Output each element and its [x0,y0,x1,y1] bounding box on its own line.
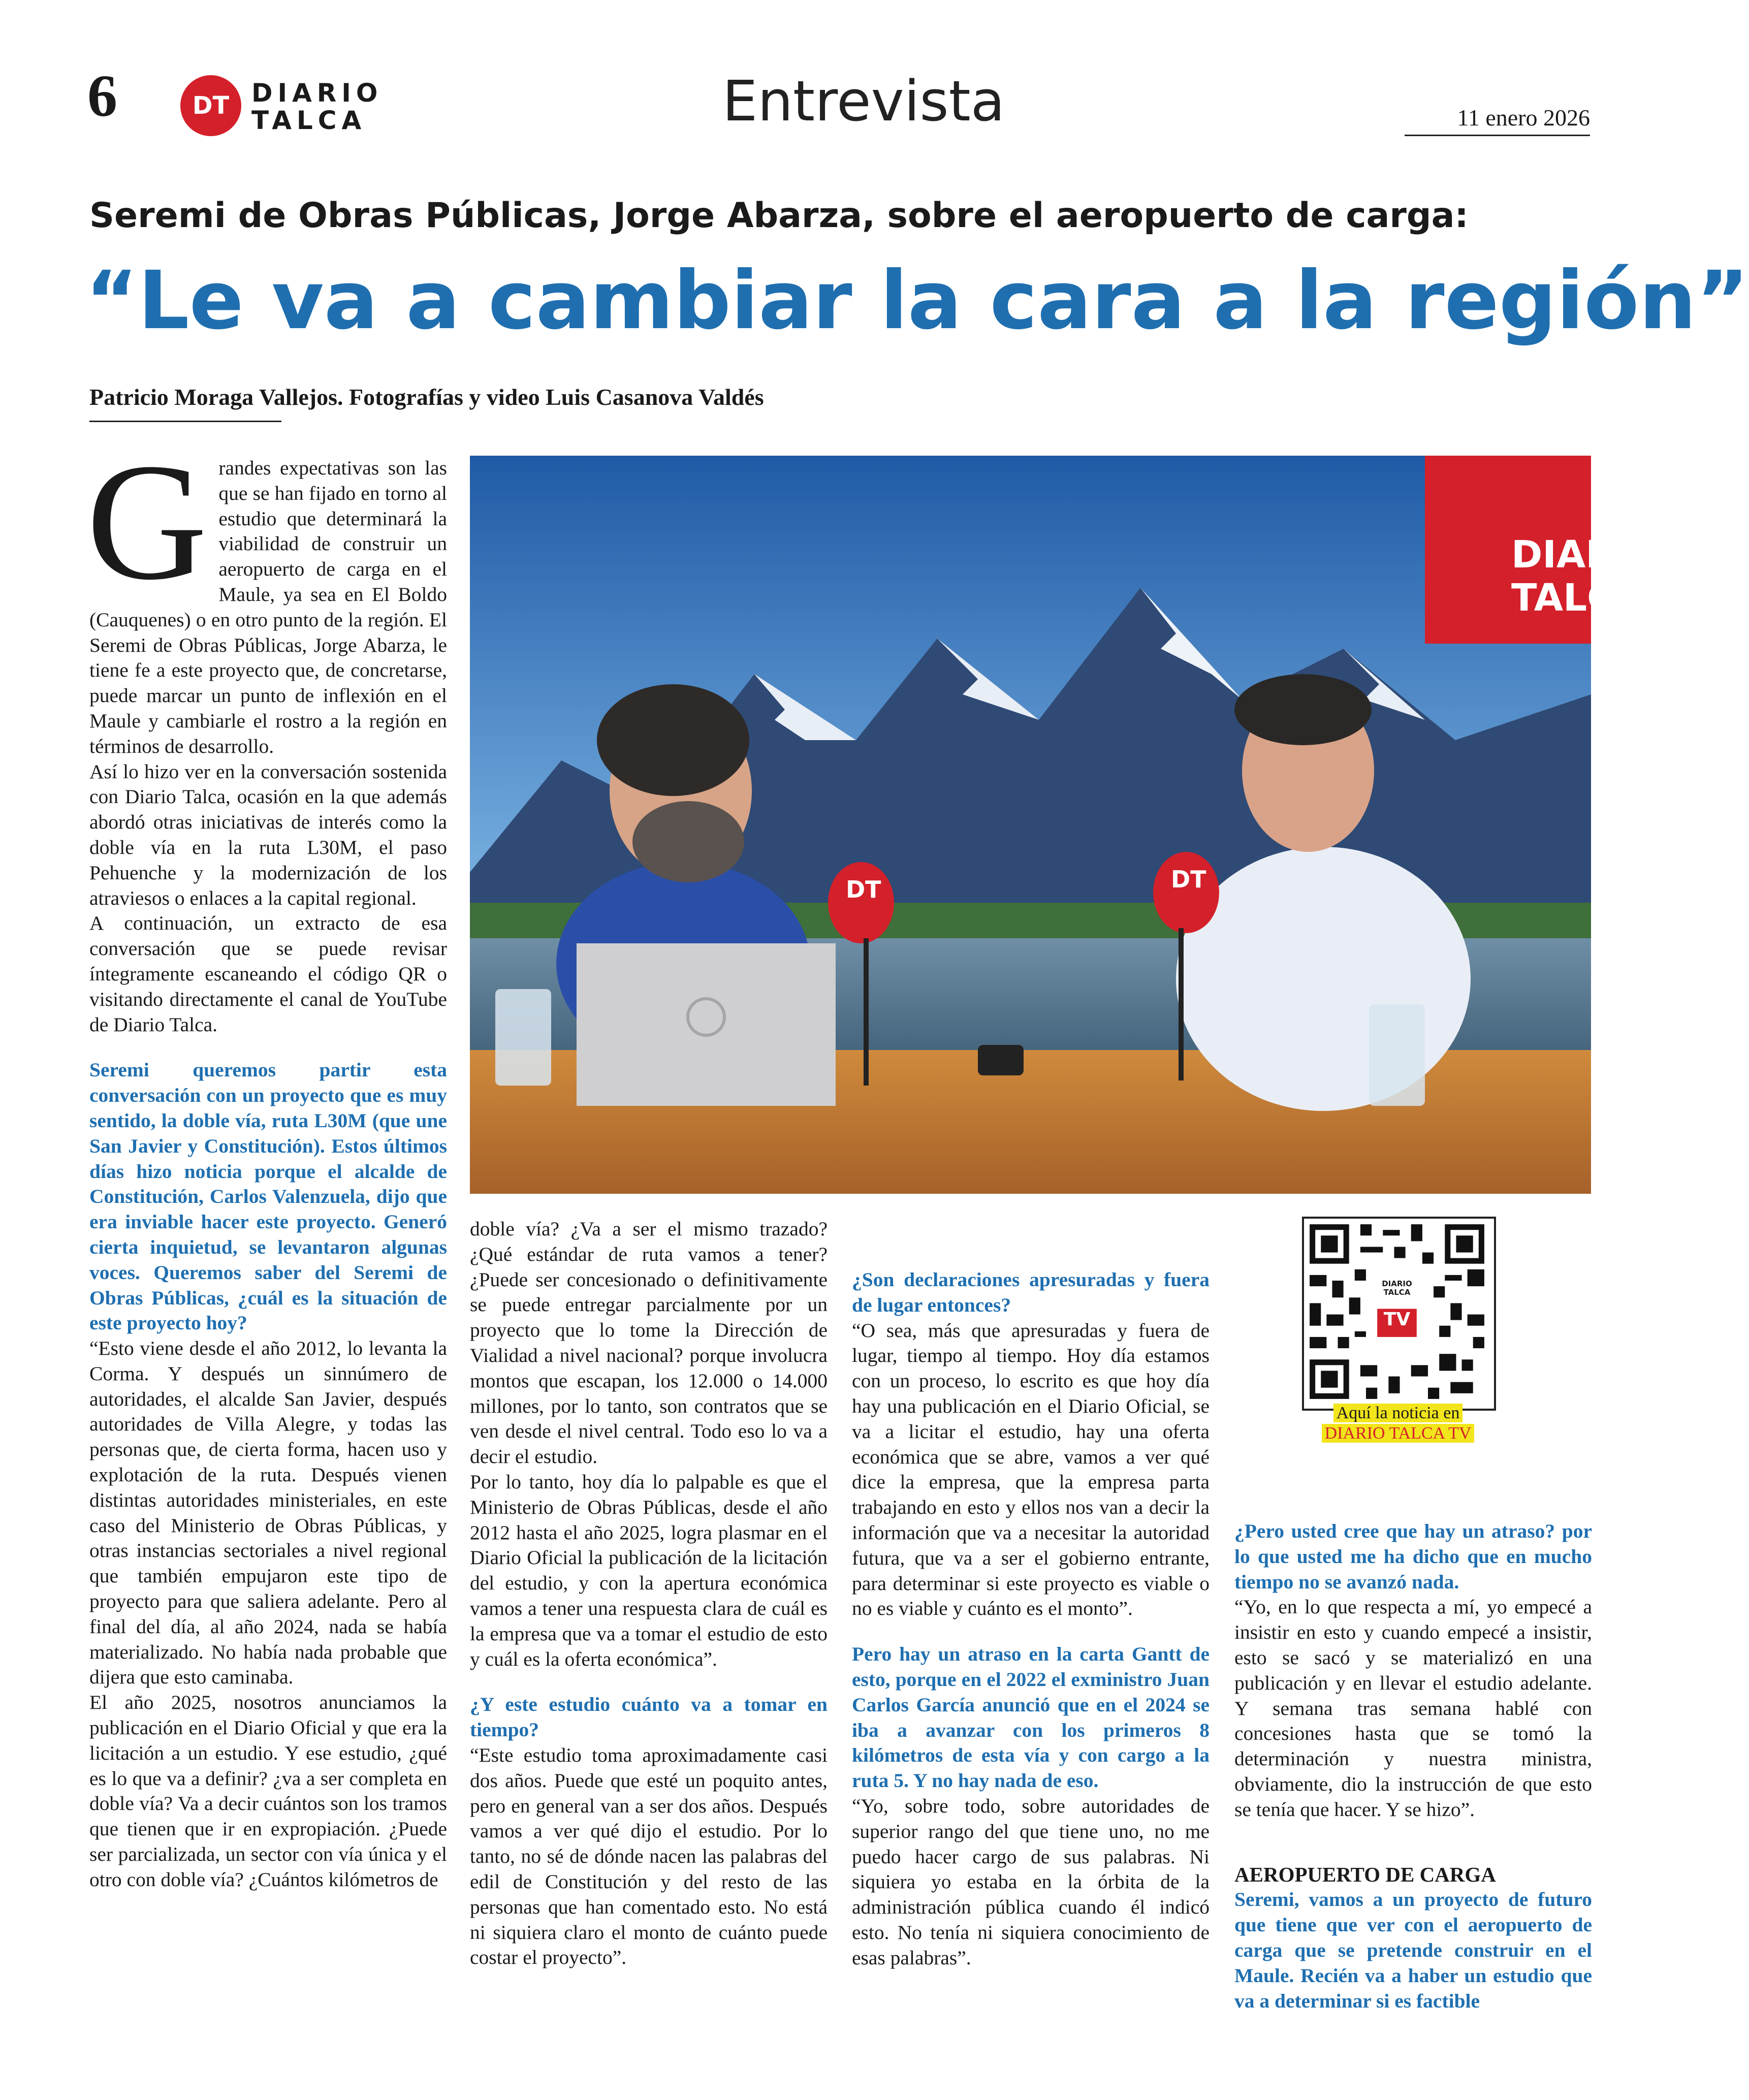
qr-tv-badge: TV [1383,1309,1411,1330]
column-1 [86,429,447,1893]
question-4: Pero hay un atraso en la carta Gantt de esto, porque en el 2022 el exministro Juan Carlos García anunció que en el 2024 se iba a avanzar con los primeros 8 kilómetros de esta vía y con cargo a la ruta 5. Y no hay nada de eso. [852,1643,1210,1792]
mic-left-label: DT [846,876,881,903]
diario-talca-logo [180,75,384,141]
question-6: Seremi, vamos a un proyecto de futuro que tiene que ver con el aeropuerto de carga que se pretende construir en el Maule. Recién va a haber un estudio que va a determinar si es factible [1234,1888,1592,2012]
article-headline: “Le va a cambiar la cara a la región” [85,254,1749,347]
answer-3: “O sea, más que apresuradas y fuera de lugar, tiempo al tiempo. Hoy día estamos con un proceso, lo escrito es que hoy día hay una publicación en el Diario Oficial, se va a licitar el estudio, hay una oferta económica que se abre, vamos a ver qué dice la empresa, que la empresa parta trabajando en esto y ellos nos van a decir la información que va a necesitar la autoridad futura, que va a ser el gobierno entrante, para determinar si este proyecto es viable o no es viable y cuánto es el monto”. [852,1319,1210,1620]
page-number: 6 [87,62,117,129]
intro-paragraph-1: Grandes expectativas son las que se han fijado en torno al estudio que determinará la viabilidad de construir un aeropuerto de carga en el Maule, ya sea en El Boldo (Cauquenes) o en otro punto de la región. El Seremi de Obras Públicas, Jorge Abarza, le tiene fe a este proyecto que, de concretarse, puede marcar un punto de inflexión en el Maule y cambiarle el rostro a la región en términos de desarrollo. [86,429,447,757]
logo-monogram-icon: DT [180,75,241,136]
qr-center-line-1: DIARIO [1382,1279,1412,1288]
qr-caption-line-2: DIARIO TALCA TV [1322,1424,1475,1443]
logo-line-2: TALCA [251,106,367,135]
interview-photo [470,456,1661,1194]
column-3 [852,1217,1210,1971]
question-2: ¿Y este estudio cuánto va a tomar en tiempo? [470,1693,828,1741]
logo-line-1: DIARIO [251,78,383,108]
question-5: ¿Pero usted cree que hay un atraso? por lo que usted me ha dicho que en mucho tiempo no se avanzó nada. [1234,1520,1592,1593]
answer-1-paragraph-4: Por lo tanto, hoy día lo palpable es que el Ministerio de Obras Públicas, desde el año 2012 hasta el año 2025, logra plasmar en el Diario Oficial la publicación de la licitación del estudio, y con la apertura económica vamos a tener una respuesta clara de cuál es la empresa que va a tomar el estudio de esto y cuál es la oferta económica”. [470,1470,828,1670]
column-2 [470,1217,828,1970]
qr-caption [1301,1403,1494,1444]
column-4 [1234,1519,1592,2014]
question-1: Seremi queremos partir esta conversación con un proyecto que es muy sentido, la doble vía, ruta L30M (que une San Javier y Constitución). Estos últimos días hizo noticia porque el alcalde de Constitución, Carlos Valenzuela, dijo que era inviable hacer este proyecto. Generó cierta inquietud, se levantaron algunas voces. Queremos saber del Seremi de Obras Públicas, ¿cuál es la situación de este proyecto hoy? [89,1059,447,1334]
answer-2: “Este estudio toma aproximadamente casi dos años. Puede que esté un poquito antes, pero en general van a ser dos años. Después vamos a ver qué dijo el estudio. Por lo tanto, no sé de dónde nacen las palabras del edil de Constitución y del resto de las personas que han comentado esto. No está ni siquiera claro el monto de cuánto puede costar el proyecto”. [470,1743,828,1969]
answer-1-paragraph-3: doble vía? ¿Va a ser el mismo trazado? ¿Qué estándar de ruta vamos a tener? ¿Puede ser concesionado o definitivamente se puede entregar parcialmente por un proyecto que lo tome la Dirección de Vialidad a nivel nacional? porque involucra montos que escapan, los 12.000 o 14.000 millones, por lo tanto, son contratos que se ven desde el nivel central. Todo eso lo va a decir el estudio. [470,1218,828,1468]
intro-paragraph-2: Así lo hizo ver en la conversación sostenida con Diario Talca, ocasión en la que además abordó otras iniciativas de interés como la doble vía en la ruta L30M, el paso Pehuenche y la modernización de los atraviesos o enlaces a la capital regional. [89,760,447,909]
qr-caption-line-1: Aquí la noticia en [1333,1404,1463,1422]
backdrop-brand-line-2: TALCA [1511,576,1644,620]
intro-paragraph-3: A continuación, un extracto de esa conversación que se puede revisar íntegramente escaneando el código QR o visitando directamente el canal de YouTube de Diario Talca. [89,912,447,1036]
backdrop-brand-line-1: DIARIO [1511,533,1661,577]
byline-divider [89,421,281,422]
article-byline: Patricio Moraga Vallejos. Fotografías y video Luis Casanova Valdés [89,384,764,410]
qr-code[interactable] [1302,1217,1496,1411]
date-divider [1405,135,1590,136]
subhead-aeropuerto: AEROPUERTO DE CARGA [1234,1862,1496,1886]
question-3: ¿Son declaraciones apresuradas y fuera de lugar entonces? [852,1268,1210,1316]
issue-date: 11 enero 2026 [1457,105,1590,131]
answer-1-paragraph-2: El año 2025, nosotros anunciamos la publicación en el Diario Oficial y que era la licitación a un estudio. Y ese estudio, ¿qué es lo que va a definir? ¿va a ser completa en doble vía? Va a decir cuántos son los tramos que tienen que ir en expropiación. ¿Puede ser parcializada, un sector con vía única y el otro con doble vía? ¿Cuántos kilómetros de [89,1691,447,1891]
answer-4: “Yo, sobre todo, sobre autoridades de superior rango del que tiene uno, no me puedo hacer cargo de sus palabras. Ni siquiera yo estaba en la órbita de la administración pública cuando él indicó esto. No tenía ni siquiera conocimiento de esas palabras”. [852,1794,1210,1969]
answer-5: “Yo, en lo que respecta a mí, yo empecé a insistir en esto y cuando empecé a insistir, esto se sacó y se materializó en una publicación y en llevar el estudio adelante. Y semana tras semana hablé con concesiones hasta que se tomó la determinación y nuestra ministra, obviamente, dio la instrucción de que esto se tenía que hacer. Y se hizo”. [1234,1596,1592,1821]
section-title: Entrevista [722,69,1005,134]
qr-center-line-2: TALCA [1383,1288,1411,1297]
mic-right-label: DT [1171,866,1206,893]
article-kicker: Seremi de Obras Públicas, Jorge Abarza, sobre el aeropuerto de carga: [89,196,1469,236]
drop-cap: G [86,429,208,615]
answer-1-paragraph-1: “Esto viene desde el año 2012, lo levanta la Corma. Y después un sinnúmero de autoridades, el alcalde San Javier, después autoridades de Villa Alegre, y todas las personas que, de cierta forma, hacen uso y explotación de la ruta. Después vienen distintas autoridades ministeriales, en este caso del Ministerio de Obras Públicas, y otras instancias sectoriales a nivel regional que también empujaron este tipo de proyecto para que saliera adelante. Pero al final del día, al año 2024, nada se había materializado. No había nada probable que dijera que esto caminaba. [89,1337,447,1689]
